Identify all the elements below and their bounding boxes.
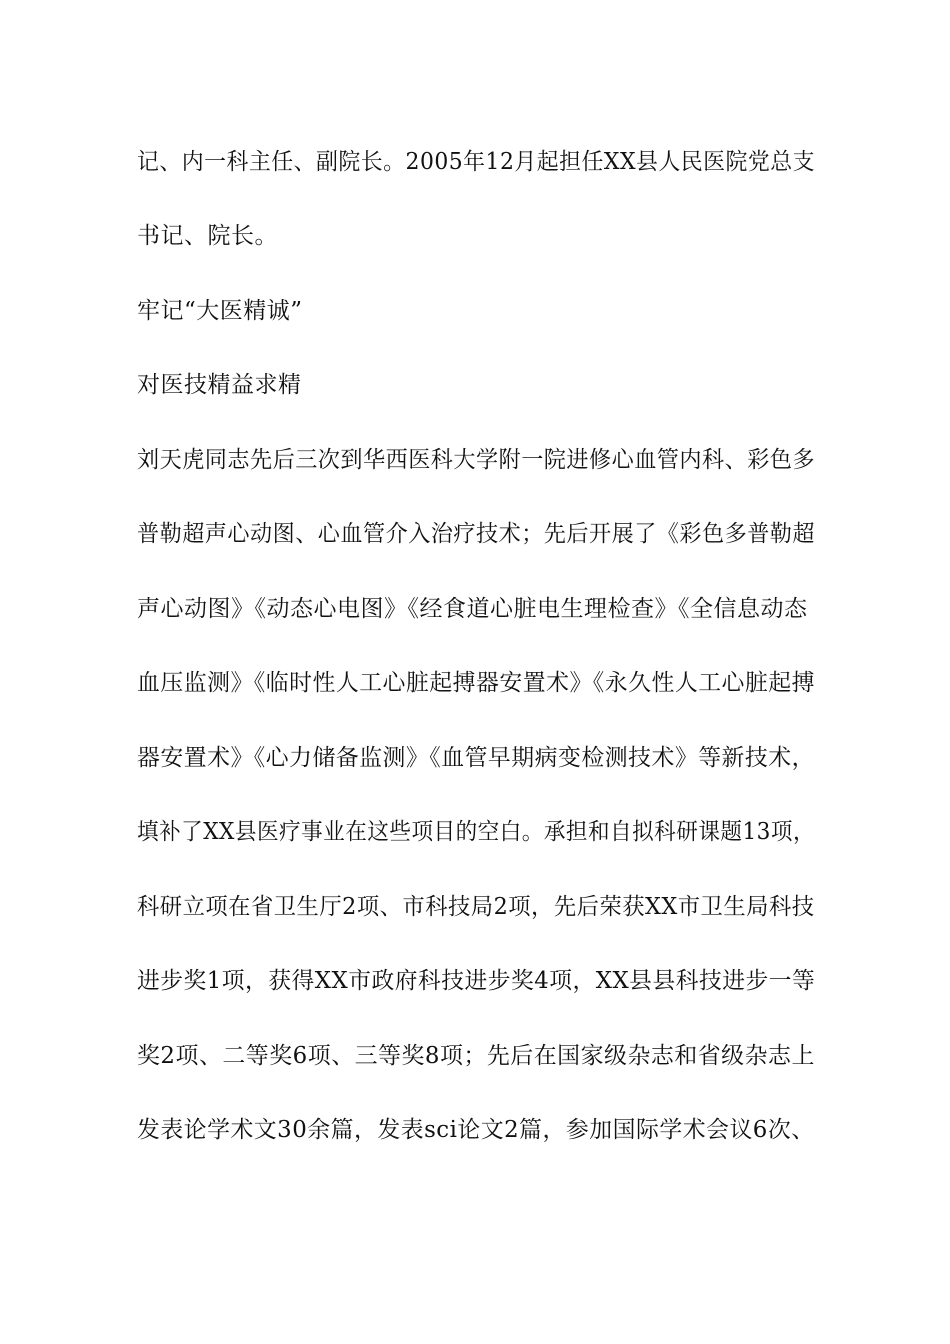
body-text-line: 声心动图》《动态心电图》《经食道心脏电生理检查》《全信息动态 bbox=[137, 596, 808, 622]
body-text-line: 刘天虎同志先后三次到华西医科大学附一院进修心血管内科、彩色多 bbox=[137, 447, 815, 473]
body-text-line: 科研立项在省卫生厅2项、市科技局2项，先后荣获XX市卫生局科技 bbox=[137, 894, 815, 920]
body-text-line: 血压监测》《临时性人工心脏起搏器安置术》《永久性人工心脏起搏 bbox=[137, 670, 815, 696]
body-text-line: 书记、院长。 bbox=[137, 223, 278, 249]
body-text-line: 普勒超声心动图、心血管介入治疗技术；先后开展了《彩色多普勒超 bbox=[137, 521, 815, 547]
body-text-line: 奖2项、二等奖6项、三等奖8项；先后在国家级杂志和省级杂志上 bbox=[137, 1043, 815, 1069]
body-text-line: 记、内一科主任、副院长。2005年12月起担任XX县人民医院党总支 bbox=[137, 149, 816, 175]
body-text-line: 进步奖1项，获得XX市政府科技进步奖4项，XX县县科技进步一等 bbox=[137, 968, 816, 994]
section-subheading: 对医技精益求精 bbox=[137, 372, 302, 398]
body-text-line: 发表论学术文30余篇，发表sci论文2篇，参加国际学术会议6次、 bbox=[137, 1117, 815, 1143]
body-text-line: 填补了XX县医疗事业在这些项目的空白。承担和自拟科研课题13项， bbox=[137, 819, 816, 845]
body-text-line: 器安置术》《心力储备监测》《血管早期病变检测技术》等新技术， bbox=[137, 745, 815, 771]
section-heading: 牢记“大医精诚” bbox=[137, 298, 303, 324]
